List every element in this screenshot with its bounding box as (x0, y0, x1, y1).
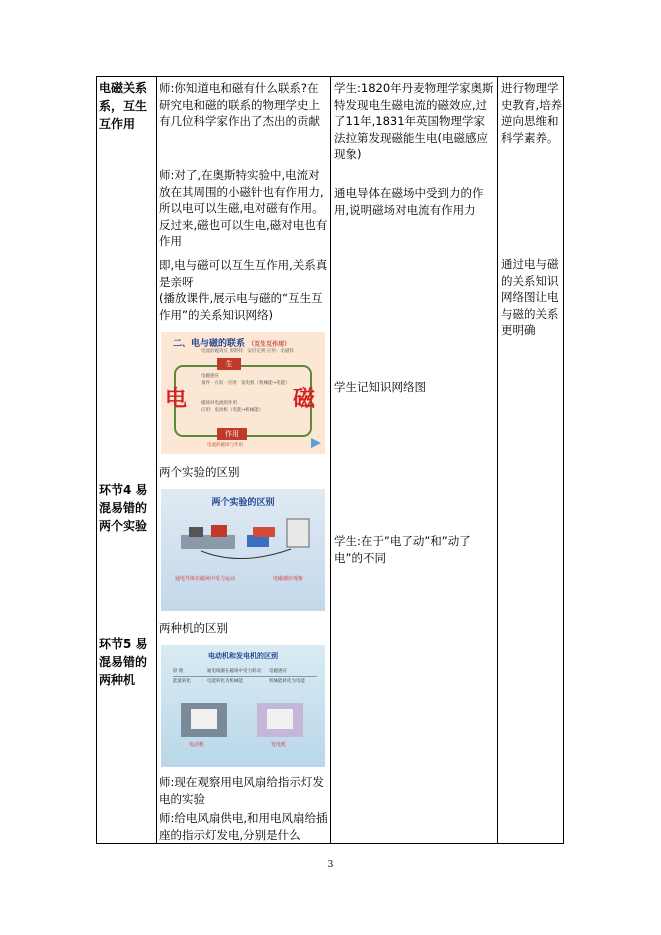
student-note-network: 学生记知识网络图 (334, 380, 426, 394)
galvanometer-icon (287, 519, 309, 547)
slide-title: 电动机和发电机的区别 (208, 652, 278, 660)
student-force-observation: 通电导体在磁场中受到力的作用,说明磁场对电流有作用力 (334, 186, 484, 217)
section-heading-step4: 环节4 易混易错的两个实验 (99, 483, 148, 533)
teacher-question-history: 师:你知道电和磁有什么联系?在研究电和磁的联系的物理学史上有几位科学家作出了杰出的贡献 (159, 81, 320, 128)
magnet-icon (211, 525, 227, 537)
line-field-action: 电流的磁场与作用 (207, 443, 243, 448)
teacher-explanation-oersted: 师:对了,在奥斯特实验中,电流对放在其周围的小磁针也有作用力,所以电可以生磁,电对磁有作用。反过来,磁也可以生电,磁对电也有作用 (159, 168, 328, 248)
bottom-label: 作用 (225, 430, 239, 438)
label-motor-experiment: 通电导体在磁场中受力运动 (175, 576, 236, 582)
page-number: 3 (327, 860, 334, 870)
row-principle-motor: 通电线圈在磁场中受力转动 (207, 669, 261, 674)
slide-two-machines (161, 645, 325, 767)
slide-machines-illustration (161, 645, 325, 767)
magnetism-label: 磁 (293, 387, 316, 412)
row-energy-label: 能量转化 (173, 679, 191, 684)
line-current-magnetic: 电流的磁效应 (201, 349, 228, 354)
slide-experiments-illustration (161, 489, 325, 611)
row-principle-generator: 电磁感应 (269, 669, 287, 674)
line-motor: 应用：电动机（电能→机械能） (201, 408, 264, 413)
slide-subtitle: （互生互作用） (248, 341, 291, 348)
caption-two-experiments: 两个实验的区别 (159, 465, 240, 479)
section-heading-step5: 环节5 易混易错的两种机 (99, 637, 148, 687)
apparatus-base-left (181, 535, 235, 549)
label-induction-experiment: 电磁感应现象 (273, 576, 304, 582)
wire (201, 549, 291, 559)
row-principle-label: 原 理 (173, 669, 184, 674)
line-induction: 电磁感应 (201, 374, 219, 379)
battery-icon (189, 527, 203, 537)
slide-title: 二、电与磁的联系 (173, 339, 246, 349)
line-force-on-current: 磁场对电流的作用 (201, 401, 237, 406)
column-divider (497, 77, 498, 843)
line-electromagnet: 应用：电磁铁 (266, 349, 294, 354)
top-label: 生 (225, 360, 233, 368)
section-heading-em-relation: 电磁关系系，互生互作用 (99, 81, 148, 131)
label-motor: 电动机 (189, 742, 205, 748)
row-energy-motor: 电能转化为机械能 (207, 679, 243, 684)
label-generator: 发电机 (271, 742, 287, 748)
intent-history-education: 进行物理学史教育,培养逆向思维和科学素养。 (501, 81, 563, 145)
teacher-courseware-note: (播放课件,展示电与磁的“互生互作用”的关系知识网络) (159, 291, 323, 322)
electricity-label: 电 (165, 387, 188, 412)
intent-knowledge-network: 通过电与磁的关系知识网络图让电与磁的关系更明确 (501, 257, 559, 337)
column-divider (156, 77, 157, 843)
caption-two-machines: 两种机的区别 (159, 621, 228, 635)
teacher-observe-fan: 师:现在观察用电风扇给指示灯发电的实验 (159, 775, 324, 806)
row-energy-generator: 机械能转化为电能 (269, 679, 305, 684)
student-history-answer: 学生:1820年丹麦物理学家奥斯特发现电生磁电流的磁效应,过了11年,1831年英国物理学家法拉第发现磁能生电(电磁感应现象) (334, 81, 494, 161)
teacher-summary: 即,电与磁可以互生互作用,关系真是亲呀 (159, 258, 328, 289)
motor-coil (191, 709, 217, 729)
line-generator: 条件 · 方向 · 应用：发电机（机械能→电能） (201, 381, 290, 386)
teacher-fan-question: 师:给电风扇供电,和用电风扇给插座的指示灯发电,分别是什么 (159, 811, 328, 842)
magnet-red-icon (253, 527, 275, 537)
line-oersted: 奥斯特：安培定则 (229, 349, 266, 354)
column-divider (330, 77, 331, 843)
lesson-table (96, 76, 564, 844)
slide-em-relation (161, 332, 325, 454)
slide-two-experiments (161, 489, 325, 611)
next-arrow-icon (311, 438, 321, 448)
slide-title: 两个实验的区别 (211, 498, 275, 508)
generator-coil (267, 709, 293, 729)
student-difference-answer: 学生:在于”电了动”和”动了电”的不同 (334, 534, 471, 565)
